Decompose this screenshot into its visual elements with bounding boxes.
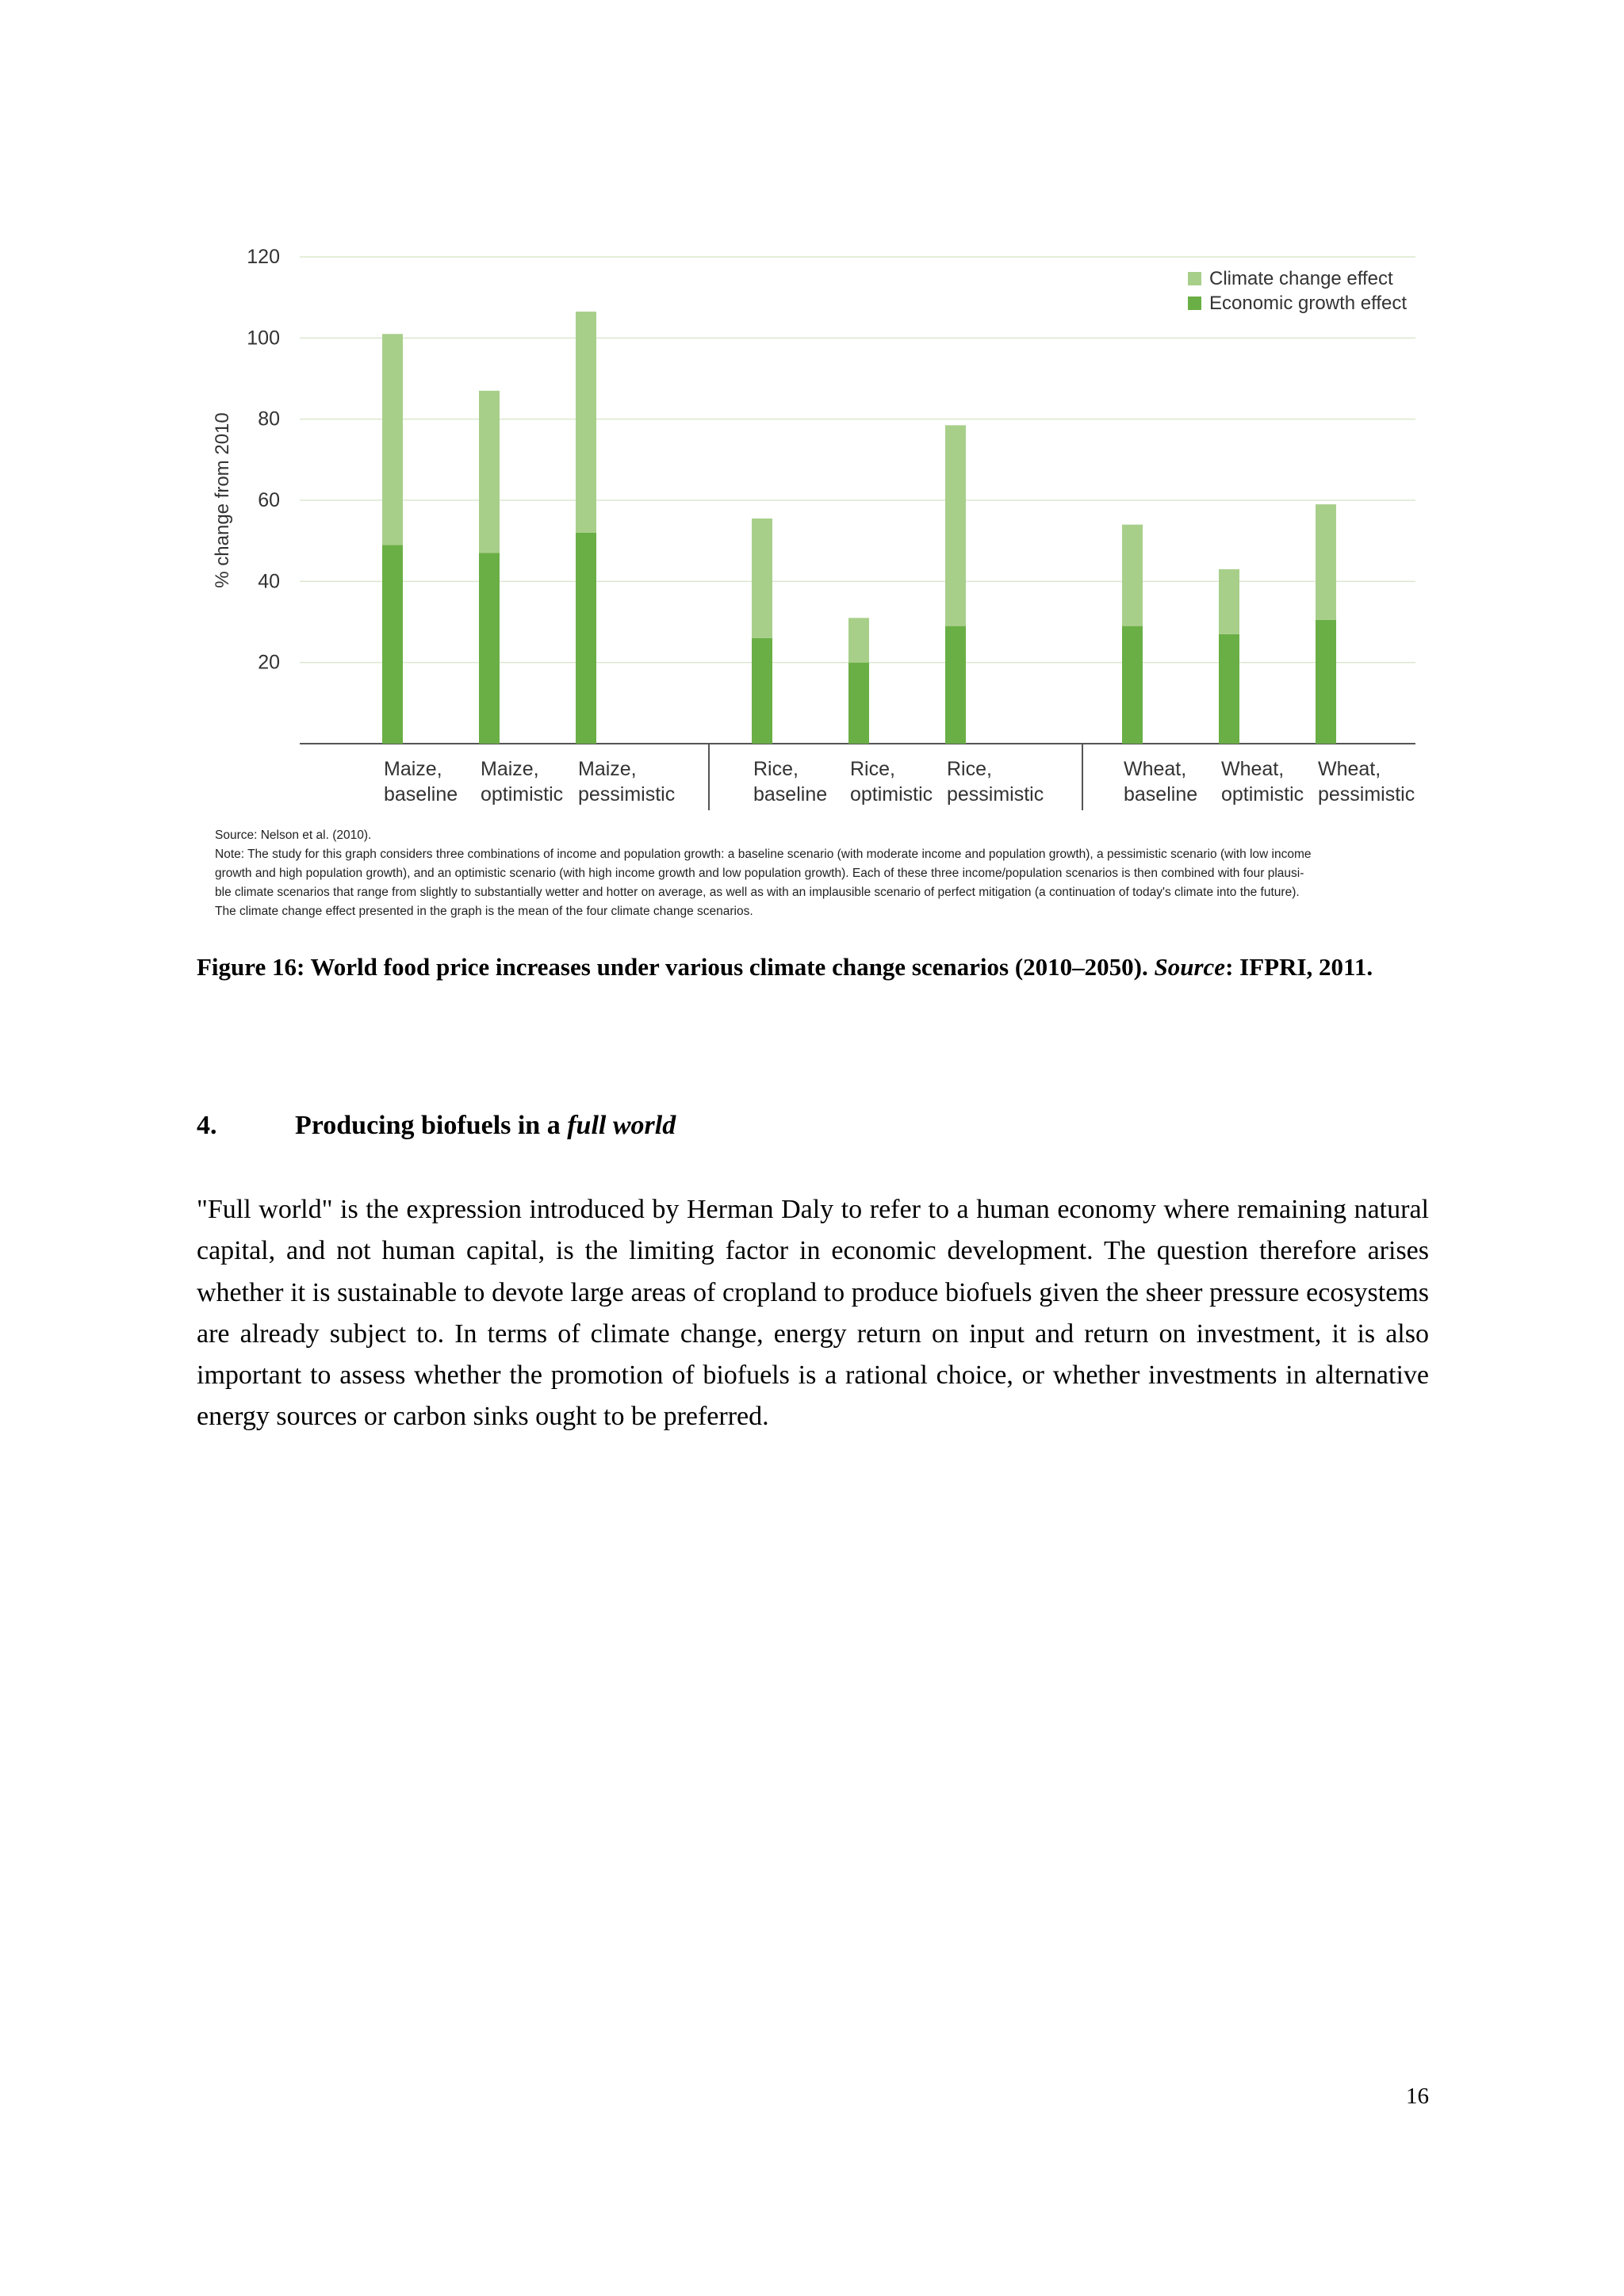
stacked-bar-chart [197,230,1418,928]
chart-note-line: ble climate scenarios that range from slightly to substantially wetter and hotter on average, as well as with an implausible scenario of perfect mitigation (a continuation of today's climate into the future). [215,886,1300,899]
body-paragraph: "Full world" is the expression introduced by Herman Daly to refer to a human economy where remaining natural capital, and not human capital, is the limiting factor in economic development. The question therefore arises whether it is sustainable to devote large areas of cropland to produce biofuels given the sheer pressure ecosystems are already subject to. In terms of climate change, energy return on input and return on investment, it is also important to assess whether the promotion of biofuels is a rational choice, or whether investments in alternative energy sources or carbon sinks ought to be preferred. [197,1195,1429,1432]
bar-climate-change [848,618,869,662]
x-category-label: pessimistic [1318,783,1415,806]
x-category-label: Wheat, [1124,758,1187,780]
bar-economic-growth [752,638,772,744]
caption-main: Figure 16: World food price increases under various climate change scenarios (2010–2050). [197,953,1155,981]
x-category-label: Rice, [753,758,799,780]
y-tick-label: 100 [247,327,280,350]
x-category-label: Maize, [384,758,442,780]
x-category-label: optimistic [850,783,933,806]
y-tick-label: 60 [258,489,280,511]
bar-economic-growth [382,545,403,744]
section-heading [197,1107,1429,1145]
bar-economic-growth [1219,634,1239,744]
bar-climate-change [945,425,966,626]
figure-16-chart [197,230,1418,928]
bar-economic-growth [945,626,966,744]
page-number: 16 [1406,2084,1429,2109]
x-category-label: optimistic [1221,783,1304,806]
y-tick-label: 20 [258,651,280,674]
figure-caption [197,948,1429,986]
chart-note-line: Note: The study for this graph considers three combinations of income and population growth: a baseline scenario (with moderate income and population growth), a pessimistic scenario (with low income [215,848,1312,861]
section-title: Producing biofuels in a [295,1111,568,1140]
x-category-label: baseline [753,783,828,806]
x-category-label: Rice, [850,758,895,780]
y-axis-label: % change from 2010 [212,412,233,588]
bar-economic-growth [479,553,500,744]
bar-economic-growth [848,663,869,744]
x-category-label: baseline [1124,783,1198,806]
y-tick-label: 80 [258,408,280,430]
legend-label: Climate change effect [1209,268,1393,289]
legend-swatch [1188,272,1201,285]
chart-note-line: The climate change effect presented in the graph is the mean of the four climate change scenarios. [215,905,753,918]
x-category-label: baseline [384,783,458,806]
chart-source-note [215,826,1420,921]
x-category-label: pessimistic [578,783,676,806]
x-category-label: Maize, [481,758,539,780]
bar-climate-change [576,312,596,533]
legend-label: Economic growth effect [1209,293,1408,314]
bar-economic-growth [1316,620,1336,744]
x-category-label: Rice, [947,758,992,780]
y-tick-label: 120 [247,246,280,268]
x-category-label: optimistic [481,783,564,806]
bar-climate-change [382,334,403,545]
bar-economic-growth [576,533,596,744]
y-tick-label: 40 [258,570,280,593]
chart-note-line: growth and high population growth), and an optimistic scenario (with high income growth and low population growth). Each of these three income/population scenarios is then combined with four plausi- [215,867,1304,880]
bar-climate-change [752,519,772,638]
bar-climate-change [479,391,500,553]
caption-source-label: Source [1154,953,1226,981]
x-category-label: Maize, [578,758,637,780]
chart-source: Source: Nelson et al. (2010). [215,828,372,842]
x-category-label: Wheat, [1318,758,1381,780]
caption-source: : IFPRI, 2011. [1225,953,1373,981]
section-title-italic: full world [567,1111,676,1140]
bar-economic-growth [1122,626,1143,744]
bar-climate-change [1219,569,1239,634]
bar-climate-change [1122,525,1143,626]
x-category-label: pessimistic [947,783,1044,806]
legend-swatch [1188,297,1201,310]
section-number: 4. [197,1111,217,1140]
bar-climate-change [1316,504,1336,620]
x-category-label: Wheat, [1221,758,1285,780]
